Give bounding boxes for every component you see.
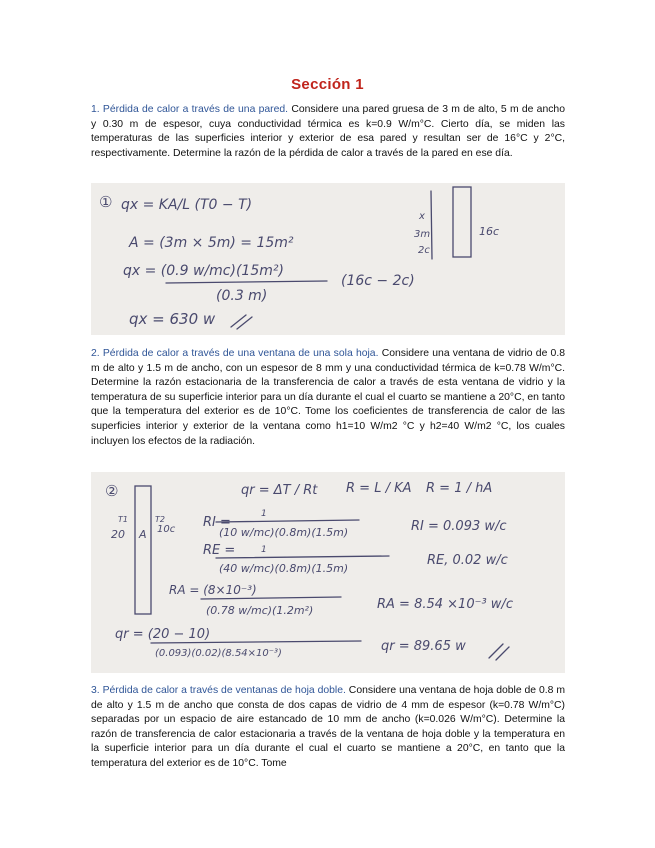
- notes2-ri-bar: [216, 520, 359, 522]
- notes2-formula-2: R = L / KA: [346, 481, 412, 496]
- notes1-side-16c: 16c: [479, 225, 500, 238]
- notes2-num: ②: [105, 482, 119, 500]
- problem-1-heading: 1. Pérdida de calor a través de una pared.: [91, 104, 289, 115]
- notes1-line3b: (0.3 m): [216, 288, 268, 304]
- notes1-line1: qx = KA/L (T0 − T): [121, 197, 253, 213]
- notes2-ra-den: (0.78 w/mc)(1.2m²): [206, 604, 314, 617]
- notes1-side-2c: 2c: [418, 245, 430, 256]
- notes1-side-3m: 3m: [414, 229, 431, 240]
- notes1-line2: A = (3m × 5m) = 15m²: [129, 235, 294, 251]
- notes1-num: ①: [99, 193, 113, 211]
- problem-2-body: Considere una ventana de vidrio de 0.8 m de alto y 1.5 m de ancho, con un espesor de 8 mm y una conductividad térmica de k=0.78 W/m°C. Determine la razón estacionaria de la transferencia de calor a través de esta ventana de vidrio y la temperatura de su superficie interior para un día durante el cual el cuarto se mantiene a 20°C, en tanto que la temperatura del exterior es de 10°C. Tome los coeficientes de transferencia de calor de las superficies interior y exterior de la ventana como h1=10 W/m2 °C y h2=40 W/m2 °C, los cuales incluyen los efectos de la radiación.: [91, 348, 565, 447]
- notes2-t1: T1: [118, 515, 128, 524]
- problem-2-heading: 2. Pérdida de calor a través de una ventana de una sola hoja.: [91, 348, 379, 359]
- problem-1: [91, 103, 565, 161]
- notes2-ri-den: (10 w/mc)(0.8m)(1.5m): [219, 526, 349, 539]
- problem-3-heading: 3. Pérdida de calor a través de ventanas de hoja doble.: [91, 685, 346, 696]
- notes2-re-lhs: RE =: [203, 543, 236, 558]
- section-title: Sección 1: [291, 76, 364, 93]
- notes2-q-den: (0.093)(0.02)(8.54×10⁻³): [155, 648, 282, 659]
- handwritten-solution-2: [91, 472, 565, 673]
- notes2-re-bar: [216, 556, 389, 558]
- notes2-re-num: 1: [261, 545, 267, 555]
- notes1-result-mark-2: [237, 317, 252, 329]
- problem-1-body: Considere una pared gruesa de 3 m de alto, 5 m de ancho y 0.30 m de espesor, cuya conductividad térmica es k=0.9 W/m°C. Cierto día, se miden las temperaturas de las superficies interior y exterior de esa pared y resultan ser de 16°C y 2°C, respectivamente. Determine la razón de la pérdida de calor a través de la pared en ese día.: [91, 104, 565, 159]
- notes1-result-mark: [231, 315, 246, 327]
- notes1-side-x: x: [419, 211, 425, 222]
- notes2-ra-result: RA = 8.54 ×10⁻³ w/c: [377, 597, 513, 612]
- notes2-formula-1: qr = ΔT / Rt: [241, 483, 318, 498]
- notes2-ri-lhs: RI =: [203, 515, 231, 530]
- notes2-ra-lhs: RA = (8×10⁻³): [169, 583, 257, 597]
- notes2-20: 20: [111, 528, 125, 541]
- notes2-formula-3: R = 1 / hA: [426, 481, 493, 496]
- notes1-line4: qx = 630 w: [129, 310, 216, 328]
- notes2-ri-num: 1: [261, 509, 267, 519]
- problem-3: [91, 684, 565, 772]
- notes1-wall-rect: [453, 187, 471, 257]
- notes2-ra-bar: [201, 597, 341, 599]
- handwritten-solution-1: [91, 183, 565, 335]
- solution-2-svg: [91, 472, 565, 673]
- notes2-10c: 10c: [157, 524, 176, 535]
- notes1-wall-line-1: [431, 191, 432, 259]
- notes2-a: A: [139, 528, 147, 541]
- notes1-fraction-bar: [166, 281, 327, 283]
- notes2-q-lhs: qr = (20 − 10): [115, 627, 211, 642]
- notes2-t2: T2: [155, 515, 165, 524]
- notes2-window-rect: [135, 486, 151, 614]
- notes2-re-den: (40 w/mc)(0.8m)(1.5m): [219, 562, 349, 575]
- notes2-ri-result: RI = 0.093 w/c: [411, 519, 507, 534]
- notes2-re-result: RE, 0.02 w/c: [427, 553, 508, 568]
- notes2-q-result: qr = 89.65 w: [381, 639, 466, 654]
- problem-2: [91, 347, 565, 449]
- problem-3-body: Considere una ventana de hoja doble de 0.8 m de alto y 1.5 m de ancho que consta de dos capas de vidrio de 4 mm de espesor (k=0.78 W/m°C) separadas por un espacio de aire estancado de 10 mm de ancho (k=0.026 W/m°C). Determine la razón de transferencia de calor estacionaria a través de la ventana de hoja doble y la temperatura en la superficie interior para un día durante el cual el cuarto se mantiene a 20°C, en tanto que la temperatura del exterior es de 10°C. Tome: [91, 685, 565, 769]
- notes1-line3c: (16c − 2c): [341, 273, 415, 289]
- solution-1-svg: [91, 183, 565, 335]
- notes1-line3a: qx = (0.9 w/mc)(15m²): [123, 263, 284, 279]
